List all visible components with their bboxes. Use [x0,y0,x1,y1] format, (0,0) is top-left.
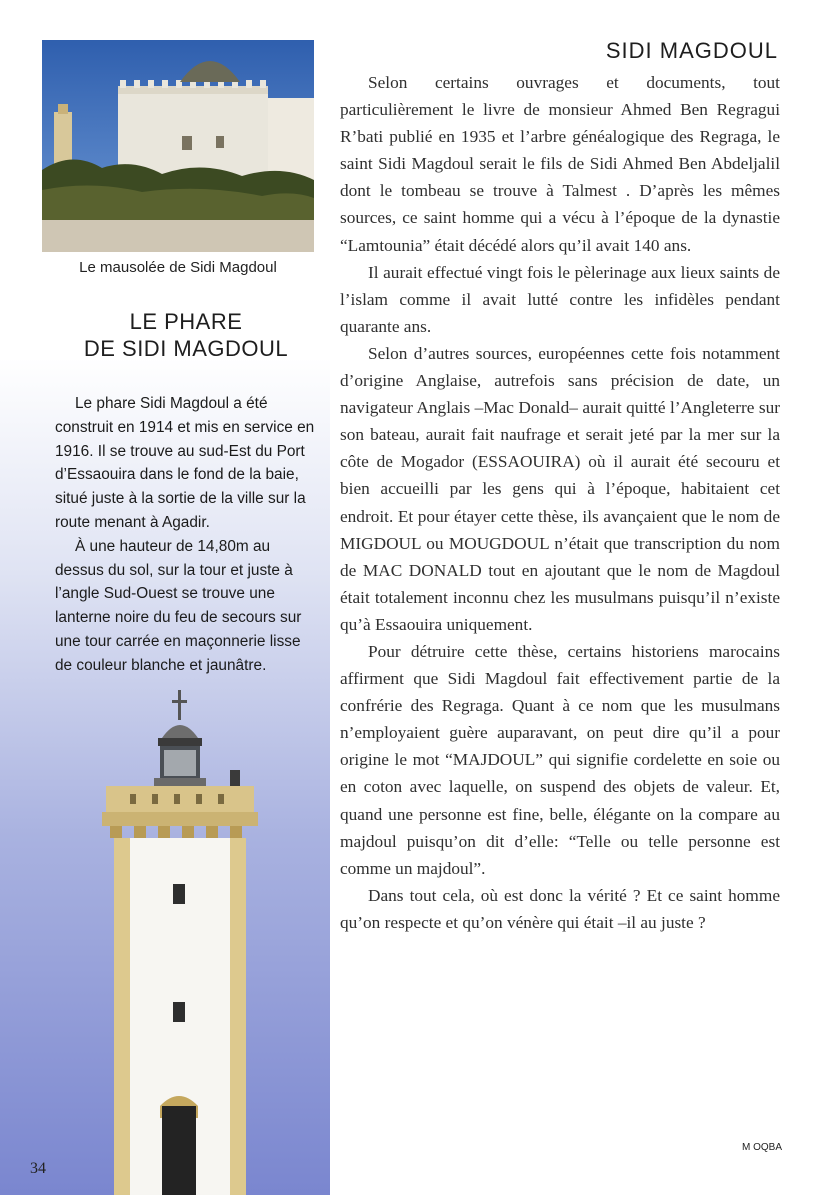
article-paragraph-5: Dans tout cela, où est donc la vérité ? Et ce saint homme qu’on respecte et qu’on vénère qui était –il au juste ? [340,885,780,932]
page-number: 34 [30,1160,46,1177]
article-paragraph-4: Pour détruire cette thèse, certains historiens marocains affirment que Sidi Magdoul fait effectivement partie de la confrérie des Regraga. Quant à ce nom que les musulmans n’employaient guère auparavant, on peut dire qu’il a pour origine le mot “MAJDOUL” qui signifie cordelette en soie ou en coton avec laquelle, on suspend des objets de valeur. Et, quand une personne est fine, belle, élégante on la compare au majdoul puisqu’on dit d’elle: “Telle ou telle personne est comme un majdoul”. [340,641,780,878]
article-paragraph-2: Il aurait effectué vingt fois le pèlerinage aux lieux saints de l’islam comme il avait lutté contre les infidèles pendant quarante ans. [340,262,780,336]
mausoleum-photo [42,40,314,252]
phare-heading-line1: LE PHARE [129,309,243,334]
phare-heading-line2: DE SIDI MAGDOUL [83,336,289,361]
author-credit: M OQBA [741,1142,782,1153]
photo-caption: Le mausolée de Sidi Magdoul [79,259,277,276]
phare-paragraph-2: À une hauteur de 14,80m au dessus du sol, sur la tour et juste à l’angle Sud-Ouest se trouve une lanterne noire du feu de secours sur une tour carrée en maçonnerie lisse de couleur blanche et jaunâtre. [55,537,302,674]
phare-paragraph-1: Le phare Sidi Magdoul a été construit en 1914 et mis en service en 1916. Il se trouve au sud-Est du Port d’Essaouira dans le fond de la baie, situé juste à la sortie de la ville sur la route menant à Agadir. [55,395,315,531]
phare-description [55,392,317,678]
article-title: SIDI MAGDOUL [605,38,778,63]
article-paragraph-3: Selon d’autres sources, européennes cette fois notamment d’origine Anglaise, autrefois sans précision de date, un navigateur Anglais –Mac Donald– aurait quitté l’Angleterre sur son bateau, aurait fait naufrage et serait jeté par la mer sur la côte de Mogador (ESSAOUIRA) où il aurait été secouru et bien accueilli par les gens qui à l’époque, habitaient cet endroit. Et pour étayer cette thèse, ils avançaient que le nom de MIGDOUL ou MOUGDOUL n’était que transcription du nom de MAC DONALD tout en ajoutant que le nom de Magdoul était totalement inconnu chez les musulmans puisqu’il n’existe qu’à Essaouira uniquement. [340,343,780,634]
article-paragraph-1: Selon certains ouvrages et documents, tout particulièrement le livre de monsieur Ahmed Ben Regragui R’bati publié en 1935 et l’arbre généalogique des Regraga, le saint Sidi Magdoul serait le fils de Sidi Ahmed Ben Abdeljalil dont le tombeau se trouve à Talmest . D’après les mêmes sources, ce saint homme qui a vécu à l’époque de la dynastie “Lamtounia” était décédé alors qu’il avait 140 ans. [340,73,780,255]
lighthouse-illustration [90,688,270,1195]
article-body [340,69,780,936]
phare-heading [55,308,317,362]
